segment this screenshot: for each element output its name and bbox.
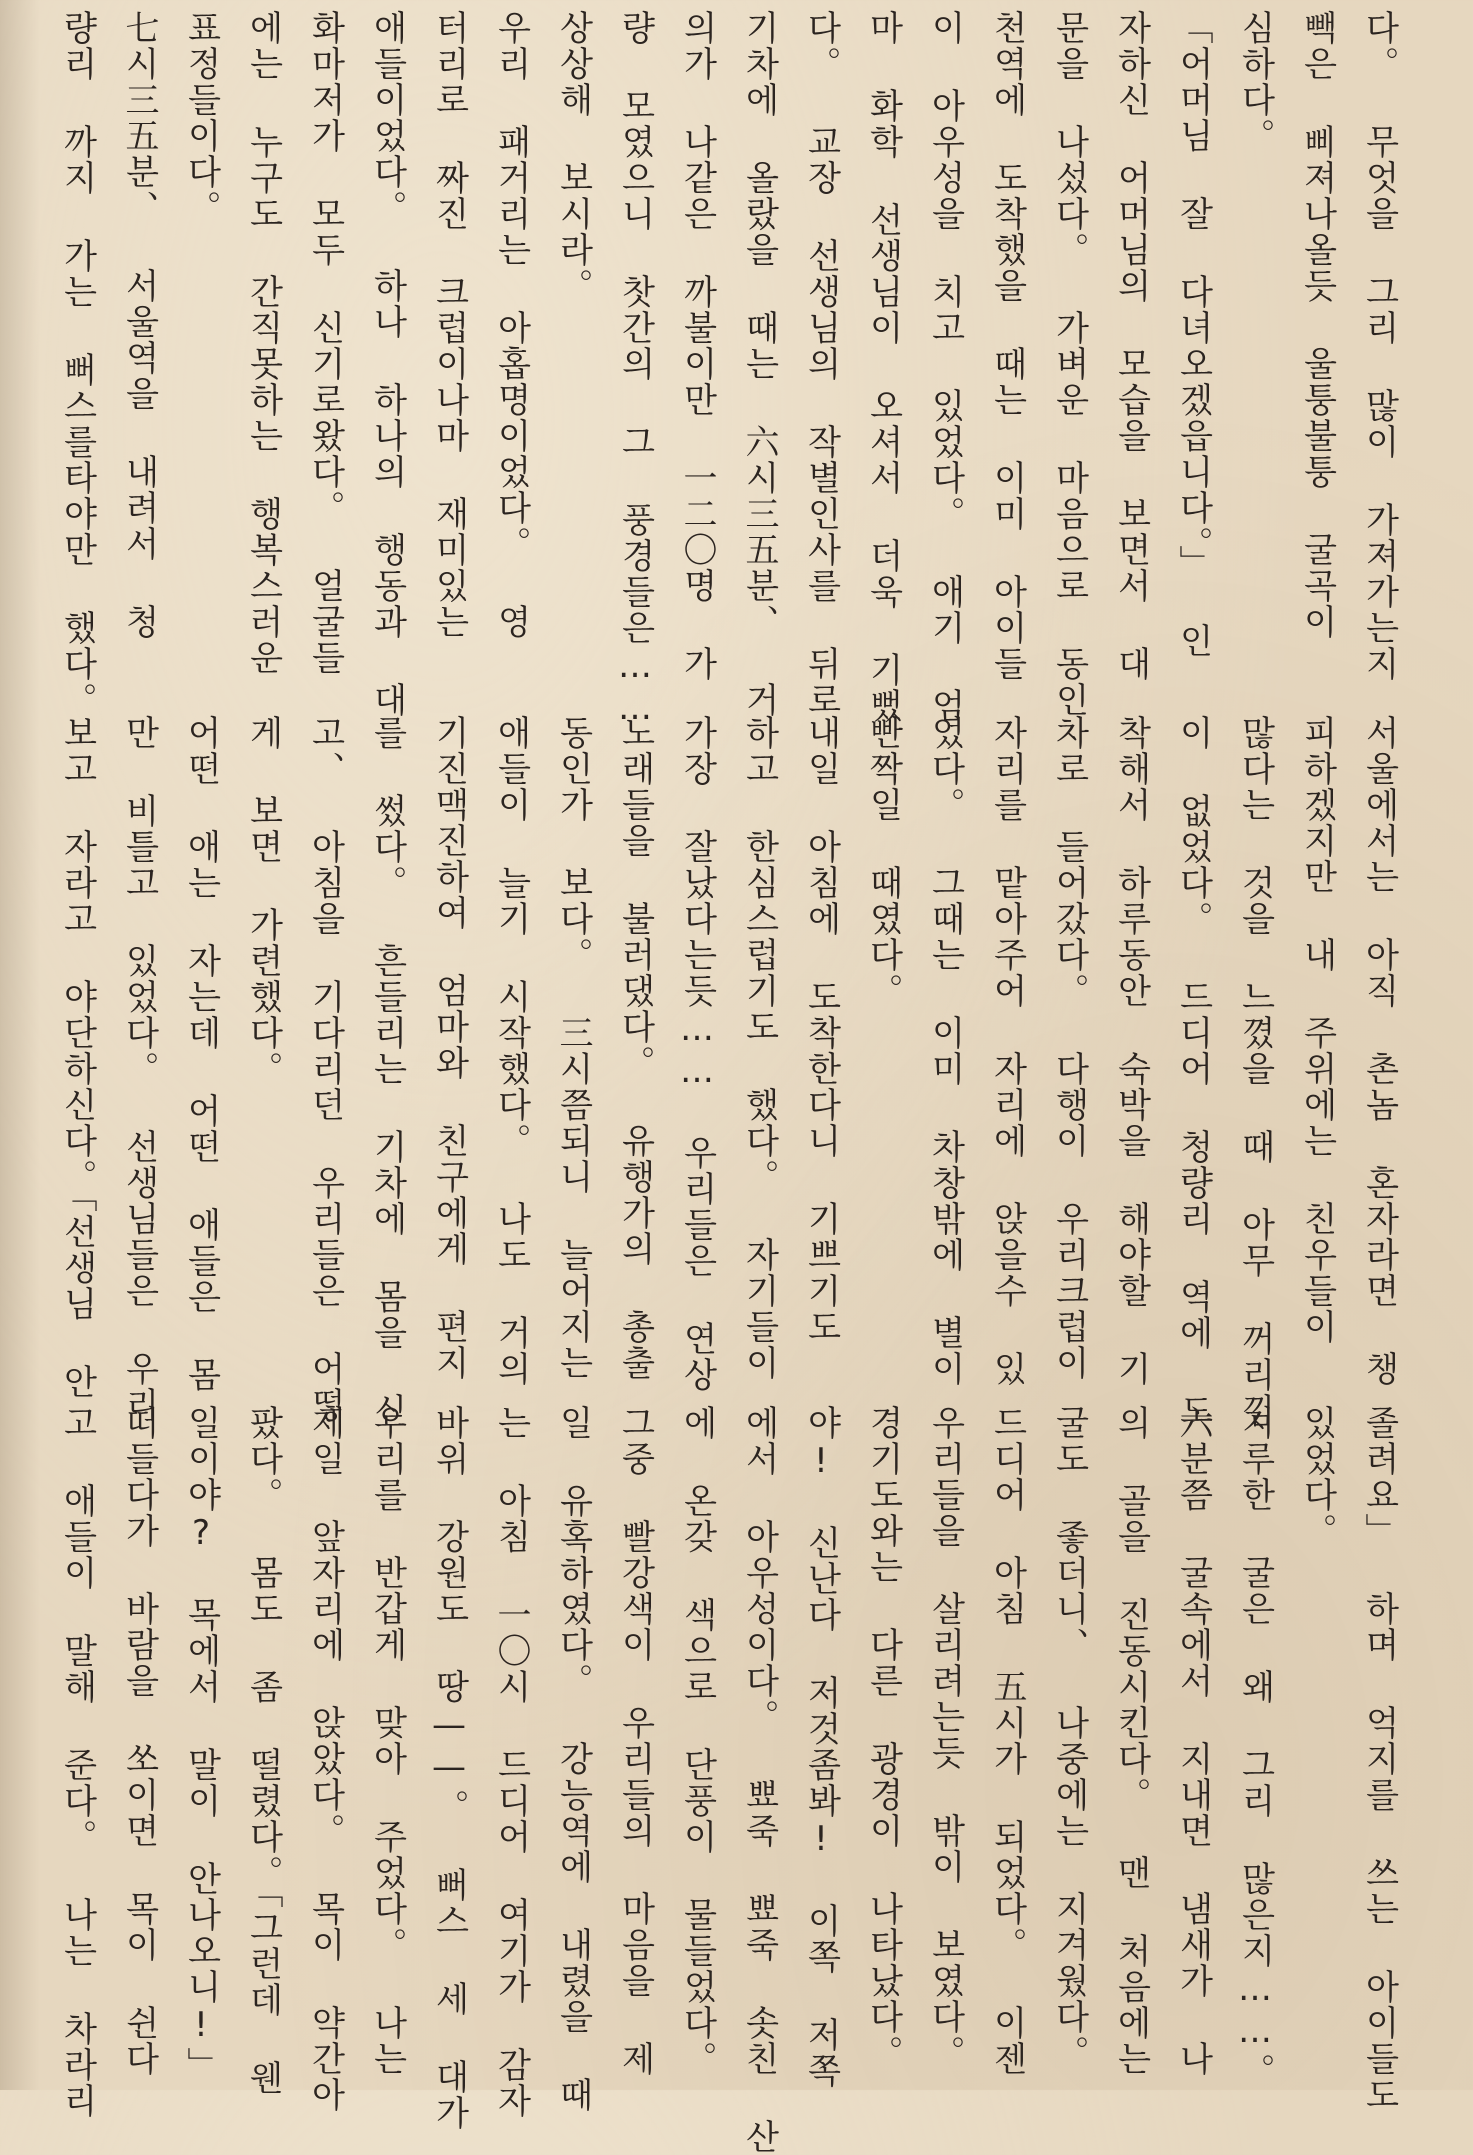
text-column: 애들이 늘기 시작했다。 나도 거의 bbox=[491, 715, 531, 1387]
text-column: 애들이었다。 하나 하나의 행동과 대 bbox=[367, 10, 407, 718]
text-column: 노래들을 불러댔다。 유행가의 총출 bbox=[615, 715, 655, 1381]
text-column: 일이야? 목에서 말이 안나오니!」 bbox=[181, 1405, 221, 2083]
text-column: 다。 무엇을 그리 많이 가져가는지 bbox=[1359, 10, 1399, 682]
text-column: 에는 누구도 간직못하는 행복스러운 bbox=[243, 10, 283, 676]
text-column: 차로 들어갔다。 다행이 우리크럽이 bbox=[1049, 715, 1089, 1381]
text-column: 하고 한심스럽기도 했다。 자기들이 bbox=[739, 715, 779, 1381]
text-column: 「어머님 잘 다녀오겠읍니다。」 인 bbox=[1173, 10, 1213, 659]
text-column: 었다。 그때는 이미 차창밖에 별이 bbox=[925, 715, 965, 1387]
text-column: 피하겠지만 내 주위에는 친우들이 bbox=[1297, 715, 1337, 1345]
text-column: 기차에 올랐을 때는 六시三五분、 거 bbox=[739, 10, 779, 718]
text-column: 동인가 보다。 三시쯤되니 늘어지는 bbox=[553, 715, 593, 1381]
text-column: 상상해 보시라。 bbox=[553, 10, 593, 304]
text-column: 천역에 도착했을 때는 이미 아이들 bbox=[987, 10, 1027, 682]
text-column: 있었다。 bbox=[1297, 1405, 1337, 1549]
text-column: 화마저가 모두 신기로왔다。 얼굴들 bbox=[305, 10, 345, 676]
text-column: 일 유혹하였다。 강능역에 내렸을 때 bbox=[553, 1405, 593, 2113]
text-column: 우리들을 살리려는듯 밖이 보였다。 bbox=[925, 1405, 965, 2071]
text-column: 드디어 아침 五시가 되었다。 이젠 bbox=[987, 1405, 1027, 2077]
text-column: 그중 빨강색이 우리들의 마음을 제 bbox=[615, 1405, 655, 2077]
text-column: 마 화학 선생님이 오셔서 더욱 기뻤 bbox=[863, 10, 903, 724]
text-column: 기진맥진하여 엄마와 친구에게 편지 bbox=[429, 715, 469, 1381]
text-column: 보고 자라고 야단하신다。「선생님 안 bbox=[57, 715, 97, 1400]
text-column: 팠다。 몸도 좀 떨렸다。「그런데 웬 bbox=[243, 1405, 283, 2096]
text-column: 만 비틀고 있었다。 선생님들은 우리 bbox=[119, 715, 159, 1423]
text-column: 어떤 애는 자는데 어떤 애들은 몸 bbox=[181, 715, 221, 1393]
text-column: 를 썼다。 흔들리는 기차에 몸을 싣 bbox=[367, 715, 407, 1429]
text-column: 우리 패거리는 아홉명이었다。 영 bbox=[491, 10, 531, 640]
text-column: 량 모였으니 찻간의 그 풍경들은…… bbox=[615, 10, 655, 730]
text-column: 에 온갖 색으로 단풍이 물들었다。 bbox=[677, 1405, 717, 2077]
text-column: 내일 아침에 도착한다니 기쁘기도 bbox=[801, 715, 841, 1345]
text-column: 고 애들이 말해 준다。 나는 차라리 bbox=[57, 1405, 97, 2119]
text-column: 六분쯤 굴속에서 지내면 냄새가 나 bbox=[1173, 1405, 1213, 2077]
text-column: 다。 교장 선생님의 작별인사를 뒤로 bbox=[801, 10, 841, 718]
text-column: 이 없었다。 드디어 청량리 역에 도 bbox=[1173, 715, 1213, 1429]
text-column: 터리로 짜진 크럽이나마 재미있는 bbox=[429, 10, 469, 640]
page-edge-shadow bbox=[0, 0, 40, 2090]
text-column: 의 골을 진동시킨다。 맨 처음에는 bbox=[1111, 1405, 1151, 2077]
text-column: 표정들이다。 bbox=[181, 10, 221, 226]
text-column: 빤짝일 때였다。 bbox=[863, 715, 903, 1009]
text-column: 에서 아우성이다。 뾰죽 뾰죽 솟친 산 bbox=[739, 1405, 779, 2155]
text-column: 지루한 굴은 왜 그리 많은지……。 bbox=[1235, 1405, 1275, 2089]
text-column: 七시三五분、 서울역을 내려서 청 bbox=[119, 10, 159, 640]
text-column: 문을 나섰다。 가벼운 마음으로 동인 bbox=[1049, 10, 1089, 718]
text-column: 착해서 하루동안 숙박을 해야할 기 bbox=[1111, 715, 1151, 1387]
text-column: 는 아침 一〇시 드디어 여기가 감자 bbox=[491, 1405, 531, 2119]
text-column: 심하다。 bbox=[1235, 10, 1275, 154]
text-column: 가장 잘났다는듯…… 우리들은 연상 bbox=[677, 715, 717, 1393]
text-block-middle bbox=[57, 715, 1410, 1429]
text-block-bottom bbox=[57, 1405, 1410, 2155]
text-column: 이 아우성을 치고 있었다。 애기 엄 bbox=[925, 10, 965, 724]
text-column: 빽은 삐져나올듯 울퉁불퉁 굴곡이 bbox=[1297, 10, 1337, 640]
text-column: 바위 강원도 땅——。 뻐스 세 대가 bbox=[429, 1405, 469, 2131]
text-column: 량리 까지 가는 뻐스를타야만 했다。 bbox=[57, 10, 97, 718]
text-column: 졸려요」 하며 억지를 쓰는 아이들도 bbox=[1359, 1405, 1399, 2113]
text-column: 서울에서는 아직 촌놈 혼자라면 챙 bbox=[1359, 715, 1399, 1387]
text-column: 떠들다가 바람을 쏘이면 목이 쉰다 bbox=[119, 1405, 159, 2077]
text-column: 제일 앞자리에 앉았다。 목이 약간아 bbox=[305, 1405, 345, 2113]
text-column: 경기도와는 다른 광경이 나타났다。 bbox=[863, 1405, 903, 2071]
text-column: 자리를 맡아주어 자리에 앉을수 있 bbox=[987, 715, 1027, 1387]
text-column: 많다는 것을 느꼈을 때 아무 꺼리낌 bbox=[1235, 715, 1275, 1429]
text-column: 우리를 반갑게 맞아 주었다。 나는 bbox=[367, 1405, 407, 2077]
text-column: 게 보면 가련했다。 bbox=[243, 715, 283, 1087]
text-column: 자하신 어머님의 모습을 보면서 대 bbox=[1111, 10, 1151, 682]
text-column: 고、 아침을 기다리던 우리들은 어떻 bbox=[305, 715, 345, 1423]
text-column: 의가 나같은 까불이만 一二〇명 가 bbox=[677, 10, 717, 682]
text-column: 야! 신난다 저것좀봐! 이쪽 저쪽 bbox=[801, 1405, 841, 2089]
text-column: 굴도 좋더니、 나중에는 지겨웠다。 bbox=[1049, 1405, 1089, 2071]
text-block-top bbox=[57, 10, 1410, 730]
